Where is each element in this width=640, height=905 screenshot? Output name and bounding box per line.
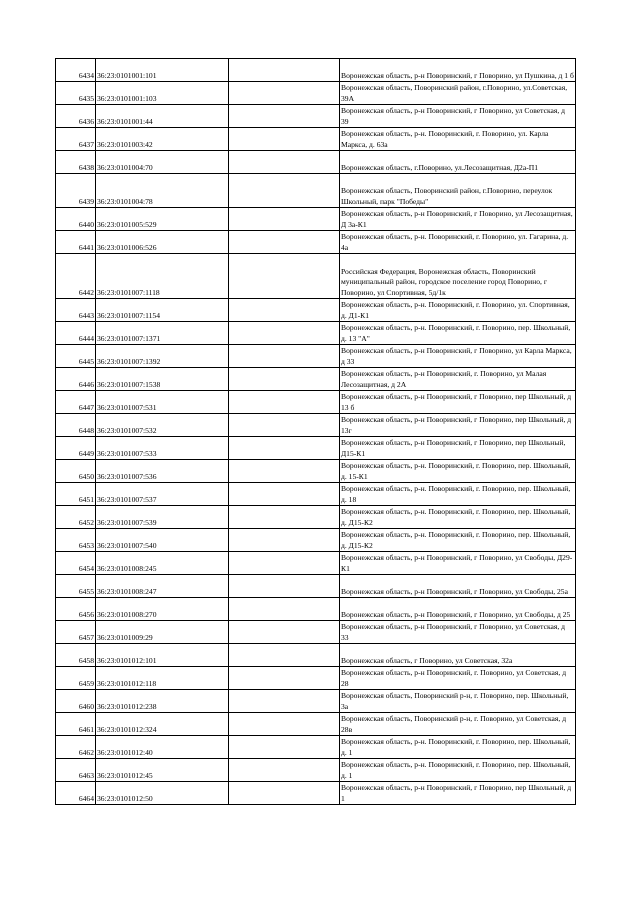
row-number-cell: 6435 <box>56 82 96 105</box>
cadastral-number-cell: 36:23:0101007:537 <box>96 483 229 506</box>
address-cell: Воронежская область, г.Поворино, ул.Лесозащитная, Д2а-П1 <box>340 151 576 174</box>
empty-cell <box>229 460 340 483</box>
table-row <box>56 105 576 128</box>
address-cell: Воронежская область, р-н Поворинский, г. Поворино, ул Советская, д 28 <box>340 667 576 690</box>
address-cell: Воронежская область, р-н Поворинский, г Поворино, пер Школьный, д 13г <box>340 414 576 437</box>
cadastral-number-cell: 36:23:0101005:529 <box>96 208 229 231</box>
empty-cell <box>229 391 340 414</box>
cadastral-number-cell: 36:23:0101007:539 <box>96 506 229 529</box>
row-number-cell: 6439 <box>56 174 96 208</box>
row-number-cell: 6455 <box>56 575 96 598</box>
register-body <box>56 59 576 805</box>
table-row <box>56 575 576 598</box>
cadastral-number-cell: 36:23:0101001:103 <box>96 82 229 105</box>
table-row <box>56 690 576 713</box>
address-cell: Воронежская область, р-н Поворинский, г Поворино, ул Свободы, 25а <box>340 575 576 598</box>
empty-cell <box>229 621 340 644</box>
address-cell: Воронежская область, р-н. Поворинский, г. Поворино, пер. Школьный, д. 1 <box>340 759 576 782</box>
address-cell: Воронежская область, р-н. Поворинский, г. Поворино, пер. Школьный, д. Д15-К2 <box>340 529 576 552</box>
address-cell: Воронежская область, р-н Поворинский, г Поворино, пер Школьный, д 13 б <box>340 391 576 414</box>
row-number-cell: 6462 <box>56 736 96 759</box>
cadastral-number-cell: 36:23:0101007:536 <box>96 460 229 483</box>
table-row <box>56 299 576 322</box>
row-number-cell: 6460 <box>56 690 96 713</box>
table-row <box>56 368 576 391</box>
table-row <box>56 483 576 506</box>
table-row <box>56 759 576 782</box>
row-number-cell: 6452 <box>56 506 96 529</box>
empty-cell <box>229 736 340 759</box>
empty-cell <box>229 254 340 299</box>
cadastral-number-cell: 36:23:0101012:238 <box>96 690 229 713</box>
row-number-cell: 6445 <box>56 345 96 368</box>
row-number-cell: 6448 <box>56 414 96 437</box>
cadastral-number-cell: 36:23:0101008:270 <box>96 598 229 621</box>
table-row <box>56 460 576 483</box>
address-cell: Воронежская область, р-н Поворинский, г Поворино, ул Лесозащитная, Д 3а-К1 <box>340 208 576 231</box>
address-cell: Воронежская область, р-н. Поворинский, г. Поворино, ул. Гагарина, д. 4а <box>340 231 576 254</box>
row-number-cell: 6463 <box>56 759 96 782</box>
address-cell: Воронежская область, Поворинский р-н, г. Поворино, пер. Школьный, 3а <box>340 690 576 713</box>
row-number-cell: 6459 <box>56 667 96 690</box>
empty-cell <box>229 414 340 437</box>
cadastral-number-cell: 36:23:0101003:42 <box>96 128 229 151</box>
table-row <box>56 254 576 299</box>
empty-cell <box>229 322 340 345</box>
empty-cell <box>229 782 340 805</box>
table-row <box>56 644 576 667</box>
table-row <box>56 552 576 575</box>
address-cell: Воронежская область, р-н Поворинский, г Поворино, ул Советская, д 39 <box>340 105 576 128</box>
table-row <box>56 621 576 644</box>
row-number-cell: 6440 <box>56 208 96 231</box>
row-number-cell: 6447 <box>56 391 96 414</box>
table-row <box>56 174 576 208</box>
cadastral-number-cell: 36:23:0101001:101 <box>96 59 229 82</box>
address-cell: Воронежская область, р-н. Поворинский, г. Поворино, пер. Школьный, д. 1 <box>340 736 576 759</box>
empty-cell <box>229 598 340 621</box>
empty-cell <box>229 231 340 254</box>
table-row <box>56 82 576 105</box>
row-number-cell: 6453 <box>56 529 96 552</box>
cadastral-number-cell: 36:23:0101012:118 <box>96 667 229 690</box>
table-row <box>56 736 576 759</box>
address-cell: Воронежская область, Поворинский район, г.Поворино, переулок Школьный, парк "Победы" <box>340 174 576 208</box>
empty-cell <box>229 644 340 667</box>
table-row <box>56 59 576 82</box>
address-cell: Воронежская область, р-н. Поворинский, г. Поворино, пер. Школьный, д. 15-К1 <box>340 460 576 483</box>
empty-cell <box>229 759 340 782</box>
cadastral-number-cell: 36:23:0101001:44 <box>96 105 229 128</box>
row-number-cell: 6457 <box>56 621 96 644</box>
row-number-cell: 6454 <box>56 552 96 575</box>
cadastral-number-cell: 36:23:0101006:526 <box>96 231 229 254</box>
cadastral-number-cell: 36:23:0101007:1392 <box>96 345 229 368</box>
property-register-table <box>55 58 576 805</box>
address-cell: Воронежская область, р-н. Поворинский, г. Поворино, пер. Школьный, д. Д15-К2 <box>340 506 576 529</box>
address-cell: Воронежская область, р-н. Поворинский, г. Поворино, ул. Карла Маркса, д. 63а <box>340 128 576 151</box>
empty-cell <box>229 437 340 460</box>
cadastral-number-cell: 36:23:0101007:533 <box>96 437 229 460</box>
row-number-cell: 6449 <box>56 437 96 460</box>
cadastral-number-cell: 36:23:0101004:70 <box>96 151 229 174</box>
row-number-cell: 6461 <box>56 713 96 736</box>
row-number-cell: 6441 <box>56 231 96 254</box>
address-cell: Воронежская область, р-н Поворинский, г Поворино, пер Школьный, Д15-К1 <box>340 437 576 460</box>
address-cell: Воронежская область, г Поворино, ул Советская, 32а <box>340 644 576 667</box>
empty-cell <box>229 128 340 151</box>
empty-cell <box>229 483 340 506</box>
cadastral-number-cell: 36:23:0101012:50 <box>96 782 229 805</box>
table-row <box>56 391 576 414</box>
table-row <box>56 128 576 151</box>
address-cell: Воронежская область, р-н Поворинский, г Поворино, ул Советская, д 33 <box>340 621 576 644</box>
row-number-cell: 6464 <box>56 782 96 805</box>
empty-cell <box>229 82 340 105</box>
address-cell: Воронежская область, р-н Поворинский, г Поворино, пер Школьный, д 1 <box>340 782 576 805</box>
empty-cell <box>229 552 340 575</box>
row-number-cell: 6444 <box>56 322 96 345</box>
row-number-cell: 6437 <box>56 128 96 151</box>
cadastral-number-cell: 36:23:0101007:1154 <box>96 299 229 322</box>
empty-cell <box>229 151 340 174</box>
table-row <box>56 208 576 231</box>
table-row <box>56 782 576 805</box>
table-row <box>56 345 576 368</box>
cadastral-number-cell: 36:23:0101007:1538 <box>96 368 229 391</box>
row-number-cell: 6442 <box>56 254 96 299</box>
empty-cell <box>229 690 340 713</box>
table-row <box>56 414 576 437</box>
cadastral-number-cell: 36:23:0101008:247 <box>96 575 229 598</box>
empty-cell <box>229 506 340 529</box>
address-cell: Воронежская область, Поворинский район, г.Поворино, ул.Советская, 39А <box>340 82 576 105</box>
table-row <box>56 437 576 460</box>
address-cell: Воронежская область, р-н Поворинский, г Поворино, ул Свободы, д 25 <box>340 598 576 621</box>
cadastral-number-cell: 36:23:0101012:101 <box>96 644 229 667</box>
row-number-cell: 6436 <box>56 105 96 128</box>
empty-cell <box>229 368 340 391</box>
table-row <box>56 667 576 690</box>
cadastral-number-cell: 36:23:0101004:78 <box>96 174 229 208</box>
table-row <box>56 713 576 736</box>
cadastral-number-cell: 36:23:0101012:324 <box>96 713 229 736</box>
cadastral-number-cell: 36:23:0101009:29 <box>96 621 229 644</box>
table-row <box>56 231 576 254</box>
table-row <box>56 506 576 529</box>
table-row <box>56 598 576 621</box>
row-number-cell: 6438 <box>56 151 96 174</box>
address-cell: Воронежская область, Поворинский р-н, г. Поворино, ул Советская, д 28в <box>340 713 576 736</box>
address-cell: Воронежская область, р-н Поворинский, г. Поворино, ул Малая Лесозащитная, д 2А <box>340 368 576 391</box>
address-cell: Воронежская область, р-н Поворинский, г Поворино, ул Карла Маркса, д 33 <box>340 345 576 368</box>
empty-cell <box>229 345 340 368</box>
address-cell: Воронежская область, р-н. Поворинский, г. Поворино, ул. Спортивная, д. Д1-К1 <box>340 299 576 322</box>
address-cell: Воронежская область, р-н. Поворинский, г. Поворино, пер. Школьный, д. 18 <box>340 483 576 506</box>
row-number-cell: 6458 <box>56 644 96 667</box>
table-row <box>56 322 576 345</box>
cadastral-number-cell: 36:23:0101008:245 <box>96 552 229 575</box>
address-cell: Воронежская область, р-н. Поворинский, г. Поворино, пер. Школьный, д. 13 "А" <box>340 322 576 345</box>
address-cell: Российская Федерация, Воронежская область, Поворинский муниципальный район, городское поселение город Поворино, г Поворино, ул Спортивная, 5д/1к <box>340 254 576 299</box>
row-number-cell: 6443 <box>56 299 96 322</box>
cadastral-number-cell: 36:23:0101007:540 <box>96 529 229 552</box>
address-cell: Воронежская область, р-н Поворинский, г Поворино, ул Пушкина, д 1 б <box>340 59 576 82</box>
row-number-cell: 6450 <box>56 460 96 483</box>
row-number-cell: 6456 <box>56 598 96 621</box>
empty-cell <box>229 575 340 598</box>
cadastral-number-cell: 36:23:0101007:1371 <box>96 322 229 345</box>
table-row <box>56 151 576 174</box>
empty-cell <box>229 713 340 736</box>
cadastral-number-cell: 36:23:0101007:532 <box>96 414 229 437</box>
row-number-cell: 6446 <box>56 368 96 391</box>
empty-cell <box>229 529 340 552</box>
empty-cell <box>229 299 340 322</box>
empty-cell <box>229 174 340 208</box>
table-row <box>56 529 576 552</box>
row-number-cell: 6451 <box>56 483 96 506</box>
cadastral-number-cell: 36:23:0101012:45 <box>96 759 229 782</box>
cadastral-number-cell: 36:23:0101012:40 <box>96 736 229 759</box>
empty-cell <box>229 667 340 690</box>
empty-cell <box>229 208 340 231</box>
cadastral-number-cell: 36:23:0101007:531 <box>96 391 229 414</box>
empty-cell <box>229 59 340 82</box>
address-cell: Воронежская область, р-н Поворинский, г Поворино, ул Свободы, Д29-К1 <box>340 552 576 575</box>
row-number-cell: 6434 <box>56 59 96 82</box>
empty-cell <box>229 105 340 128</box>
cadastral-number-cell: 36:23:0101007:1118 <box>96 254 229 299</box>
